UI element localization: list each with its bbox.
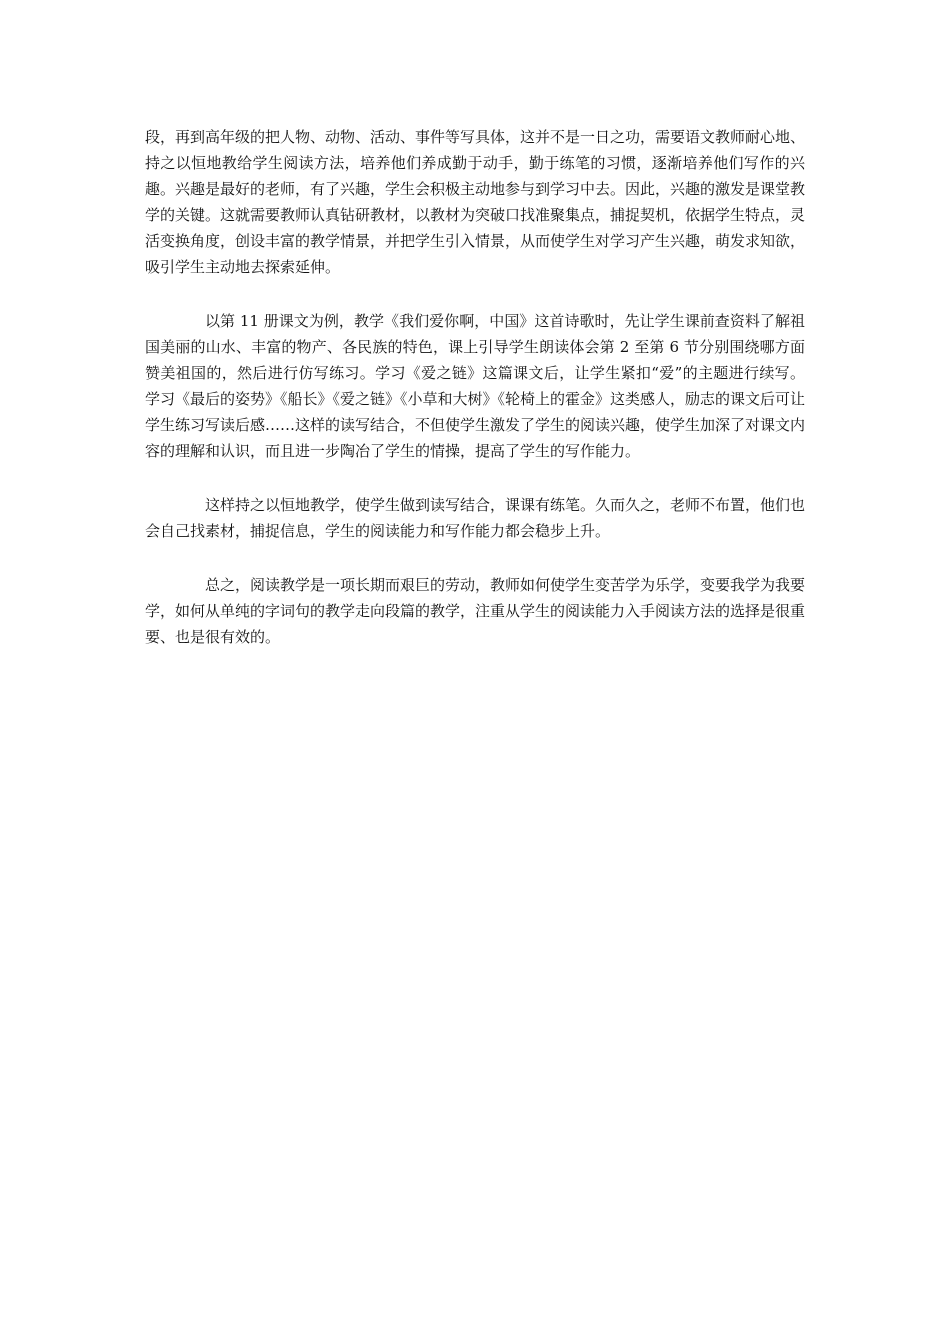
paragraph-conclusion: 总之，阅读教学是一项长期而艰巨的劳动，教师如何使学生变苦学为乐学，变要我学为我要学，如何从单纯的字词句的教学走向段篇的教学，注重从学生的阅读能力入手阅读方法的选择是很重要、也是很有效的。 bbox=[145, 576, 806, 646]
paragraph-persistence: 这样持之以恒地教学，使学生做到读写结合，课课有练笔。久而久之，老师不布置，他们也会自己找素材，捕捉信息，学生的阅读能力和写作能力都会稳步上升。 bbox=[145, 496, 806, 540]
paragraph-continuation: 段，再到高年级的把人物、动物、活动、事件等写具体，这并不是一日之功，需要语文教师耐心地、持之以恒地教给学生阅读方法，培养他们养成勤于动手，勤于练笔的习惯，逐渐培养他们写作的兴趣。兴趣是最好的老师，有了兴趣，学生会积极主动地参与到学习中去。因此，兴趣的激发是课堂教学的关键。这就需要教师认真钻研教材，以教材为突破口找准聚集点，捕捉契机，依据学生特点，灵活变换角度，创设丰富的教学情景，并把学生引入情景，从而使学生对学习产生兴趣，萌发求知欲，吸引学生主动地去探索延伸。 bbox=[145, 128, 806, 276]
paragraph-example-lessons: 以第 11 册课文为例，教学《我们爱你啊，中国》这首诗歌时，先让学生课前查资料了解祖国美丽的山水、丰富的物产、各民族的特色，课上引导学生朗读体会第 2 至第 6 节分别围绕哪方面赞美祖国的，然后进行仿写练习。学习《爱之链》这篇课文后，让学生紧扣“爱”的主题进行续写。学习《最后的姿势》《船长》《爱之链》《小草和大树》《轮椅上的霍金》这类感人，励志的课文后可让学生练习写读后感……这样的读写结合，不但使学生激发了学生的阅读兴趣，使学生加深了对课文内容的理解和认识，而且进一步陶冶了学生的情操，提高了学生的写作能力。 bbox=[145, 312, 806, 460]
document-body bbox=[145, 124, 805, 650]
